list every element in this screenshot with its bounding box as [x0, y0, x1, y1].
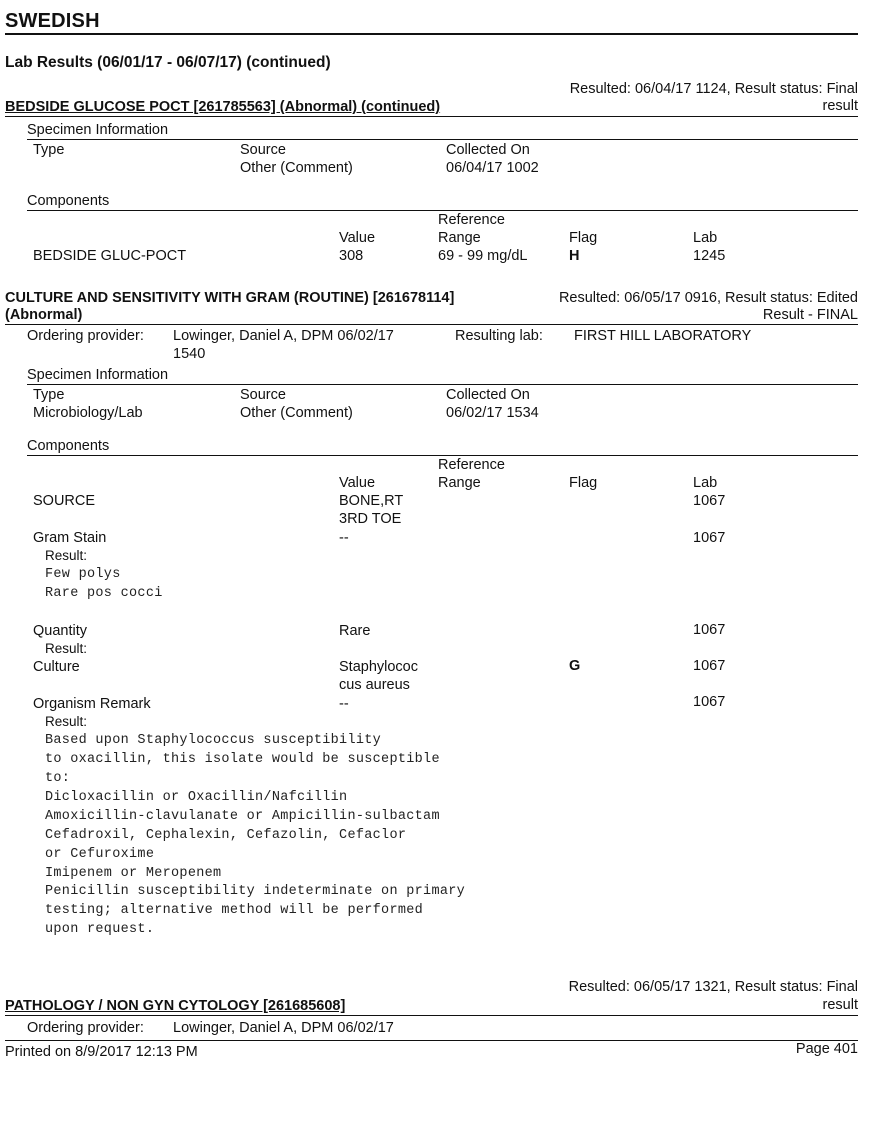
- organism-row-name: Organism Remark: [33, 696, 151, 712]
- gram-result-line: Few polys: [45, 567, 121, 582]
- gram-result-line: Rare pos cocci: [45, 586, 163, 601]
- culture-resulted-line2: Result - FINAL: [762, 307, 858, 323]
- glucose-row-value: 308: [339, 248, 364, 264]
- pathology-title-rule: [5, 1015, 858, 1016]
- culture-spec-collected-value: 06/02/17 1534: [446, 405, 539, 421]
- glucose-title-rule: [5, 116, 858, 117]
- footer-rule: [5, 1040, 858, 1041]
- glucose-spec-source-label: Source: [240, 142, 286, 158]
- culture-col-value: Value: [339, 475, 376, 491]
- glucose-col-lab: Lab: [693, 230, 718, 246]
- remark-line: Cefadroxil, Cephalexin, Cefazolin, Cefaclor: [45, 828, 407, 843]
- culture-row-flag: G: [569, 658, 581, 674]
- source-row-name: SOURCE: [33, 493, 96, 509]
- remark-line: Penicillin susceptibility indeterminate on primary: [45, 884, 466, 899]
- culture-resulting-lab-label: Resulting lab:: [455, 328, 543, 344]
- remark-line: testing; alternative method will be performed: [45, 903, 424, 918]
- organism-result-label: Result:: [45, 714, 88, 729]
- source-row-lab: 1067: [693, 493, 726, 509]
- gram-row-value: --: [339, 530, 349, 546]
- pathology-title: PATHOLOGY / NON GYN CYTOLOGY [261685608]: [5, 998, 346, 1014]
- glucose-specimen-header: Specimen Information: [27, 122, 169, 138]
- pathology-ordering-value: Lowinger, Daniel A, DPM 06/02/17: [173, 1020, 394, 1036]
- glucose-row-flag: H: [569, 248, 580, 264]
- remark-line: Amoxicillin-clavulanate or Ampicillin-sulbactam: [45, 809, 440, 824]
- gram-row-lab: 1067: [693, 530, 726, 546]
- culture-title-line1: CULTURE AND SENSITIVITY WITH GRAM (ROUTINE) [261678114]: [5, 290, 455, 306]
- glucose-spec-source-value: Other (Comment): [240, 160, 353, 176]
- culture-row-value-line1: Staphylococ: [339, 659, 418, 675]
- culture-col-reference: Reference: [438, 457, 505, 473]
- footer-page-number: Page 401: [795, 1041, 858, 1057]
- quantity-row-name: Quantity: [33, 623, 87, 639]
- glucose-row-range: 69 - 99 mg/dL: [438, 248, 528, 264]
- culture-specimen-rule: [27, 384, 858, 385]
- pathology-resulted-line2: result: [822, 997, 858, 1013]
- remark-line: to:: [45, 771, 71, 786]
- glucose-spec-collected-value: 06/04/17 1002: [446, 160, 539, 176]
- glucose-resulted-line2: result: [822, 98, 858, 114]
- source-row-value-line2: 3RD TOE: [339, 511, 402, 527]
- glucose-specimen-rule: [27, 139, 858, 140]
- culture-ordering-value-line1: Lowinger, Daniel A, DPM 06/02/17: [173, 328, 394, 344]
- quantity-row-value: Rare: [339, 623, 371, 639]
- culture-spec-source-label: Source: [240, 387, 286, 403]
- glucose-spec-type-label: Type: [33, 142, 65, 158]
- glucose-title: BEDSIDE GLUCOSE POCT [261785563] (Abnormal) (continued): [5, 99, 441, 115]
- quantity-row-lab: 1067: [693, 622, 726, 638]
- footer-printed: Printed on 8/9/2017 12:13 PM: [5, 1044, 198, 1060]
- remark-line: or Cefuroxime: [45, 847, 155, 862]
- glucose-spec-collected-label: Collected On: [446, 142, 530, 158]
- culture-resulted-line1: Resulted: 06/05/17 0916, Result status: Edited: [558, 290, 858, 306]
- culture-col-range: Range: [438, 475, 481, 491]
- remark-line: Dicloxacillin or Oxacillin/Nafcillin: [45, 790, 348, 805]
- quantity-result-label: Result:: [45, 641, 88, 656]
- pathology-resulted-line1: Resulted: 06/05/17 1321, Result status: Final: [568, 979, 858, 995]
- organism-row-value: --: [339, 696, 349, 712]
- gram-result-label: Result:: [45, 548, 88, 563]
- culture-title-rule: [5, 324, 858, 325]
- culture-col-flag: Flag: [569, 475, 598, 491]
- culture-row-name: Culture: [33, 659, 80, 675]
- glucose-resulted-line1: Resulted: 06/04/17 1124, Result status: Final: [569, 81, 858, 97]
- culture-spec-collected-label: Collected On: [446, 387, 530, 403]
- culture-col-lab: Lab: [693, 475, 718, 491]
- brand-header: SWEDISH: [5, 10, 100, 32]
- glucose-row-lab: 1245: [693, 248, 726, 264]
- glucose-components-header: Components: [27, 193, 110, 209]
- remark-line: Based upon Staphylococcus susceptibility: [45, 733, 382, 748]
- organism-row-lab: 1067: [693, 694, 726, 710]
- culture-spec-type-label: Type: [33, 387, 65, 403]
- glucose-col-flag: Flag: [569, 230, 598, 246]
- remark-line: Imipenem or Meropenem: [45, 866, 222, 881]
- culture-row-value-line2: cus aureus: [339, 677, 410, 693]
- culture-components-header: Components: [27, 438, 110, 454]
- culture-spec-type-value: Microbiology/Lab: [33, 405, 143, 421]
- culture-row-lab: 1067: [693, 658, 726, 674]
- glucose-row-name: BEDSIDE GLUC-POCT: [33, 248, 187, 264]
- culture-specimen-header: Specimen Information: [27, 367, 169, 383]
- glucose-col-range: Range: [438, 230, 481, 246]
- glucose-col-value: Value: [339, 230, 376, 246]
- gram-row-name: Gram Stain: [33, 530, 107, 546]
- section-title: Lab Results (06/01/17 - 06/07/17) (continued): [5, 54, 331, 71]
- remark-line: upon request.: [45, 922, 155, 937]
- culture-ordering-label: Ordering provider:: [27, 328, 144, 344]
- culture-resulting-lab-value: FIRST HILL LABORATORY: [574, 328, 752, 344]
- pathology-ordering-label: Ordering provider:: [27, 1020, 144, 1036]
- glucose-col-reference: Reference: [438, 212, 505, 228]
- source-row-value-line1: BONE,RT: [339, 493, 404, 509]
- culture-ordering-value-line2: 1540: [173, 346, 206, 362]
- culture-title-line2: (Abnormal): [5, 307, 83, 323]
- culture-spec-source-value: Other (Comment): [240, 405, 353, 421]
- remark-line: to oxacillin, this isolate would be susceptible: [45, 752, 440, 767]
- header-rule: [5, 33, 858, 35]
